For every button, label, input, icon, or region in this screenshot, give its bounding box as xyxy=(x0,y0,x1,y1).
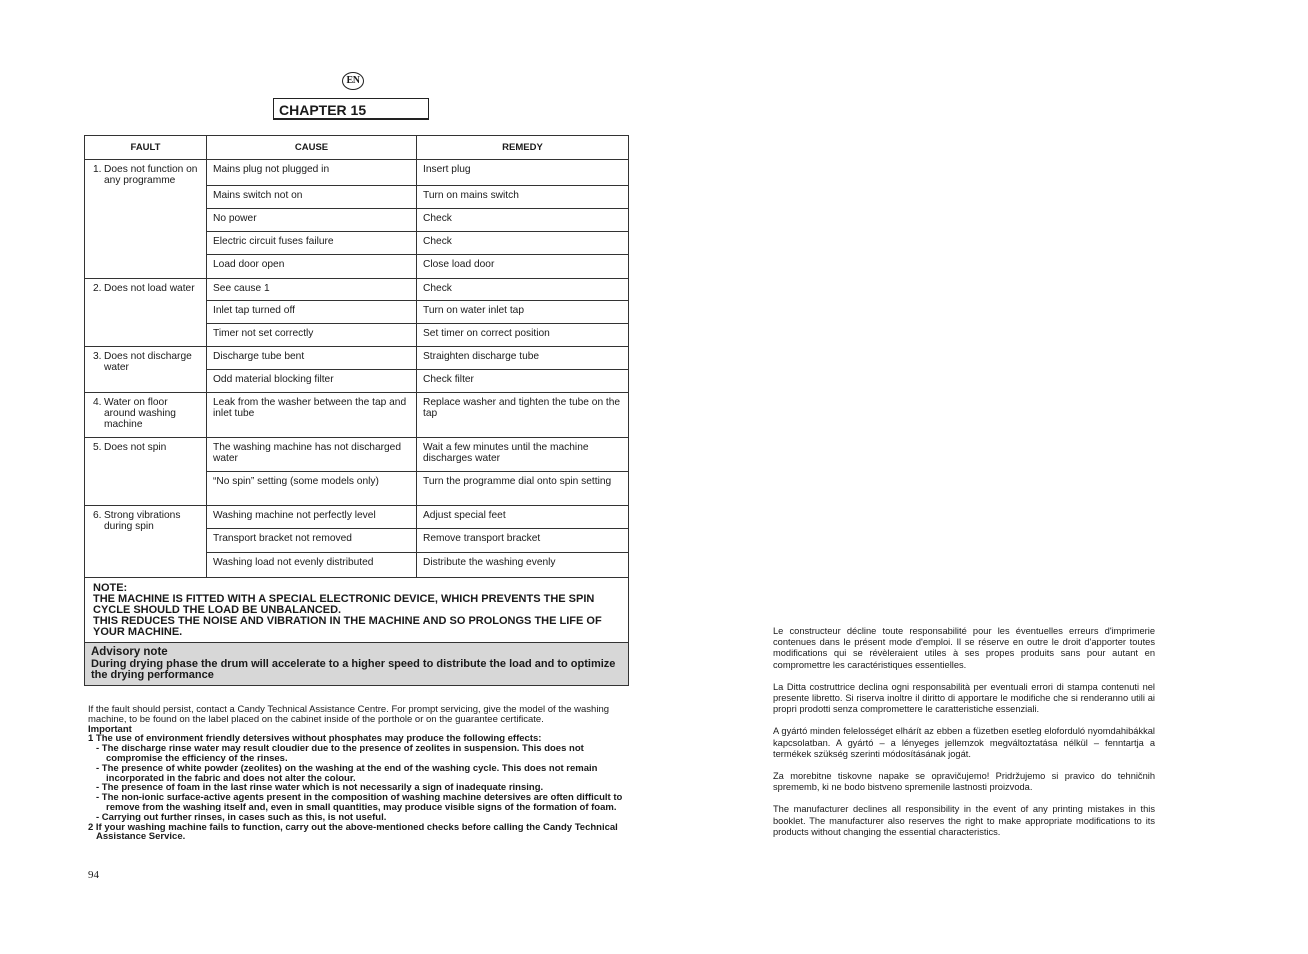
disclaimer-fr: Le constructeur décline toute responsabilité pour les éventuelles erreurs d'imprimerie contenues dans le présent mode d'emploi. Il se réserve en outre le droit d'apporter toutes modifications qui se révèleraient utiles à ses propes produits sans pour autant en compromettre les caractéristiques essentielles. xyxy=(773,626,1155,670)
remedy-cell: Check xyxy=(417,279,629,301)
page-number: 94 xyxy=(88,869,99,881)
cause-cell: Timer not set correctly xyxy=(207,324,417,347)
footer-intro: If the fault should persist, contact a Candy Technical Assistance Centre. For prompt servicing, give the model of the washing machine, to be found on the label placed on the cabinet inside of the porthole or on the guarantee certificate. xyxy=(88,704,610,725)
fault-number: 5. xyxy=(93,442,102,453)
table-row xyxy=(85,160,629,186)
cause-cell: Washing machine not perfectly level xyxy=(207,506,417,529)
list-item: - The discharge rinse water may result cloudier due to the presence of zeolites in suspension. This does not compromise the efficiency of the rinses. xyxy=(96,743,584,764)
fault-cell xyxy=(85,279,207,347)
fault-text: Does not discharge water xyxy=(104,351,192,373)
footer-notes xyxy=(88,705,628,842)
header-cause: CAUSE xyxy=(207,136,417,160)
advisory-row xyxy=(85,643,629,686)
remedy-cell: Close load door xyxy=(417,255,629,279)
fault-cell xyxy=(85,347,207,393)
disclaimer-sl: Za morebitne tiskovne napake se opravičujemo! Pridržujemo si pravico do tehničnih sprememb, ki ne bodo bistveno spremenile lastnosti proizvoda. xyxy=(773,771,1155,793)
remedy-cell: Turn on water inlet tap xyxy=(417,301,629,324)
important-item-2: 2 If your washing machine fails to function, carry out the above-mentioned checks before calling the Candy Technical Assistance Service. xyxy=(88,821,618,843)
fault-text: Does not load water xyxy=(104,283,195,294)
cause-cell: No power xyxy=(207,209,417,232)
list-item: - Carrying out further rinses, in cases such as this, is not useful. xyxy=(96,811,387,823)
cause-cell: Electric circuit fuses failure xyxy=(207,232,417,255)
cause-cell: “No spin” setting (some models only) xyxy=(207,472,417,506)
remedy-cell: Distribute the washing evenly xyxy=(417,553,629,578)
remedy-cell: Replace washer and tighten the tube on the tap xyxy=(417,393,629,438)
cause-cell: The washing machine has not discharged water xyxy=(207,438,417,472)
fault-text: Water on floor around washing machine xyxy=(104,397,176,430)
remedy-cell: Check xyxy=(417,209,629,232)
cause-cell: Mains switch not on xyxy=(207,186,417,209)
remedy-cell: Check xyxy=(417,232,629,255)
header-fault: FAULT xyxy=(85,136,207,160)
fault-cell xyxy=(85,393,207,438)
troubleshooting-table xyxy=(84,135,629,686)
remedy-cell: Turn the programme dial onto spin setting xyxy=(417,472,629,506)
cause-cell: Load door open xyxy=(207,255,417,279)
fault-cell xyxy=(85,438,207,506)
list-item: - The presence of white powder (zeolites) on the washing at the end of the washing cycle. This does not remain incorporated in the fabric and does not alter the colour. xyxy=(96,762,598,784)
table-row xyxy=(85,506,629,529)
disclaimer-it: La Ditta costruttrice declina ogni responsabilità per eventuali errori di stampa contenuti nel presente libretto. Si riserva inoltre il diritto di apportare le modifiche che si renderanno utili ai propri prodotti senza compromettere le caratteristiche essenziali. xyxy=(773,681,1155,715)
note-line-1: THE MACHINE IS FITTED WITH A SPECIAL ELECTRONIC DEVICE, WHICH PREVENTS THE SPIN CYCLE SHOULD THE LOAD BE UNBALANCED. xyxy=(93,593,595,616)
remedy-cell: Set timer on correct position xyxy=(417,324,629,347)
table-row xyxy=(85,438,629,472)
list-item: - The non-ionic surface-active agents present in the composition of washing machine detersives are often difficult to remove from the washing itself and, even in small quantities, may produce visible signs of the formation of foam. xyxy=(96,792,623,813)
table-row xyxy=(85,347,629,370)
important-item-1: 1 The use of environment friendly detersives without phosphates may produce the following effects: xyxy=(88,733,542,745)
remedy-cell: Wait a few minutes until the machine discharges water xyxy=(417,438,629,472)
remedy-cell: Straighten discharge tube xyxy=(417,347,629,370)
language-badge: EN xyxy=(342,72,364,90)
header-remedy: REMEDY xyxy=(417,136,629,160)
cause-cell: Discharge tube bent xyxy=(207,347,417,370)
cause-cell: Odd material blocking filter xyxy=(207,370,417,393)
advisory-title: Advisory note xyxy=(91,646,168,658)
fault-cell xyxy=(85,160,207,279)
advisory-text: During drying phase the drum will accelerate to a higher speed to distribute the load and to optimize the drying performance xyxy=(91,657,616,681)
remedy-cell: Insert plug xyxy=(417,160,629,186)
fault-number: 6. xyxy=(93,510,102,521)
table-row xyxy=(85,393,629,438)
cause-cell: Washing load not evenly distributed xyxy=(207,553,417,578)
table-row xyxy=(85,279,629,301)
fault-number: 1. xyxy=(93,164,102,175)
advisory-cell xyxy=(85,643,629,686)
note-line-2: THIS REDUCES THE NOISE AND VIBRATION IN THE MACHINE AND SO PROLONGS THE LIFE OF YOUR MACHINE. xyxy=(93,615,602,638)
note-title: NOTE: xyxy=(93,582,128,594)
remedy-cell: Remove transport bracket xyxy=(417,529,629,553)
list-item: - The presence of foam in the last rinse water which is not necessarily a sign of inadequate rinsing. xyxy=(96,782,544,794)
fault-text: Does not spin xyxy=(104,442,167,453)
cause-cell: Leak from the washer between the tap and inlet tube xyxy=(207,393,417,438)
chapter-title: CHAPTER 15 xyxy=(273,98,429,120)
note-row xyxy=(85,578,629,643)
important-label: Important xyxy=(88,723,132,735)
cause-cell: Transport bracket not removed xyxy=(207,529,417,553)
cause-cell: See cause 1 xyxy=(207,279,417,301)
cause-cell: Inlet tap turned off xyxy=(207,301,417,324)
fault-text: Strong vibrations during spin xyxy=(104,510,181,532)
table-header-row xyxy=(85,136,629,160)
fault-number: 4. xyxy=(93,397,102,408)
fault-cell xyxy=(85,506,207,578)
disclaimer-block xyxy=(773,626,1155,849)
fault-number: 2. xyxy=(93,283,102,294)
remedy-cell: Check filter xyxy=(417,370,629,393)
disclaimer-en: The manufacturer declines all responsibility in the event of any printing mistakes in this booklet. The manufacturer also reserves the right to make appropriate modifications to its products without changing the essential characteristics. xyxy=(773,804,1155,837)
fault-number: 3. xyxy=(93,351,102,362)
cause-cell: Mains plug not plugged in xyxy=(207,160,417,186)
fault-text: Does not function on any programme xyxy=(104,164,198,186)
remedy-cell: Adjust special feet xyxy=(417,506,629,529)
disclaimer-hu: A gyártó minden felelosséget elhárít az ebben a füzetben esetleg eloforduló nyomdahibákkal kapcsolatban. A gyártó – a lényeges jellemzok megváltoztatása nélkül – fenntartja a termékek szükség szerinti módosításának jogát. xyxy=(773,726,1155,759)
remedy-cell: Turn on mains switch xyxy=(417,186,629,209)
note-cell xyxy=(85,578,629,643)
